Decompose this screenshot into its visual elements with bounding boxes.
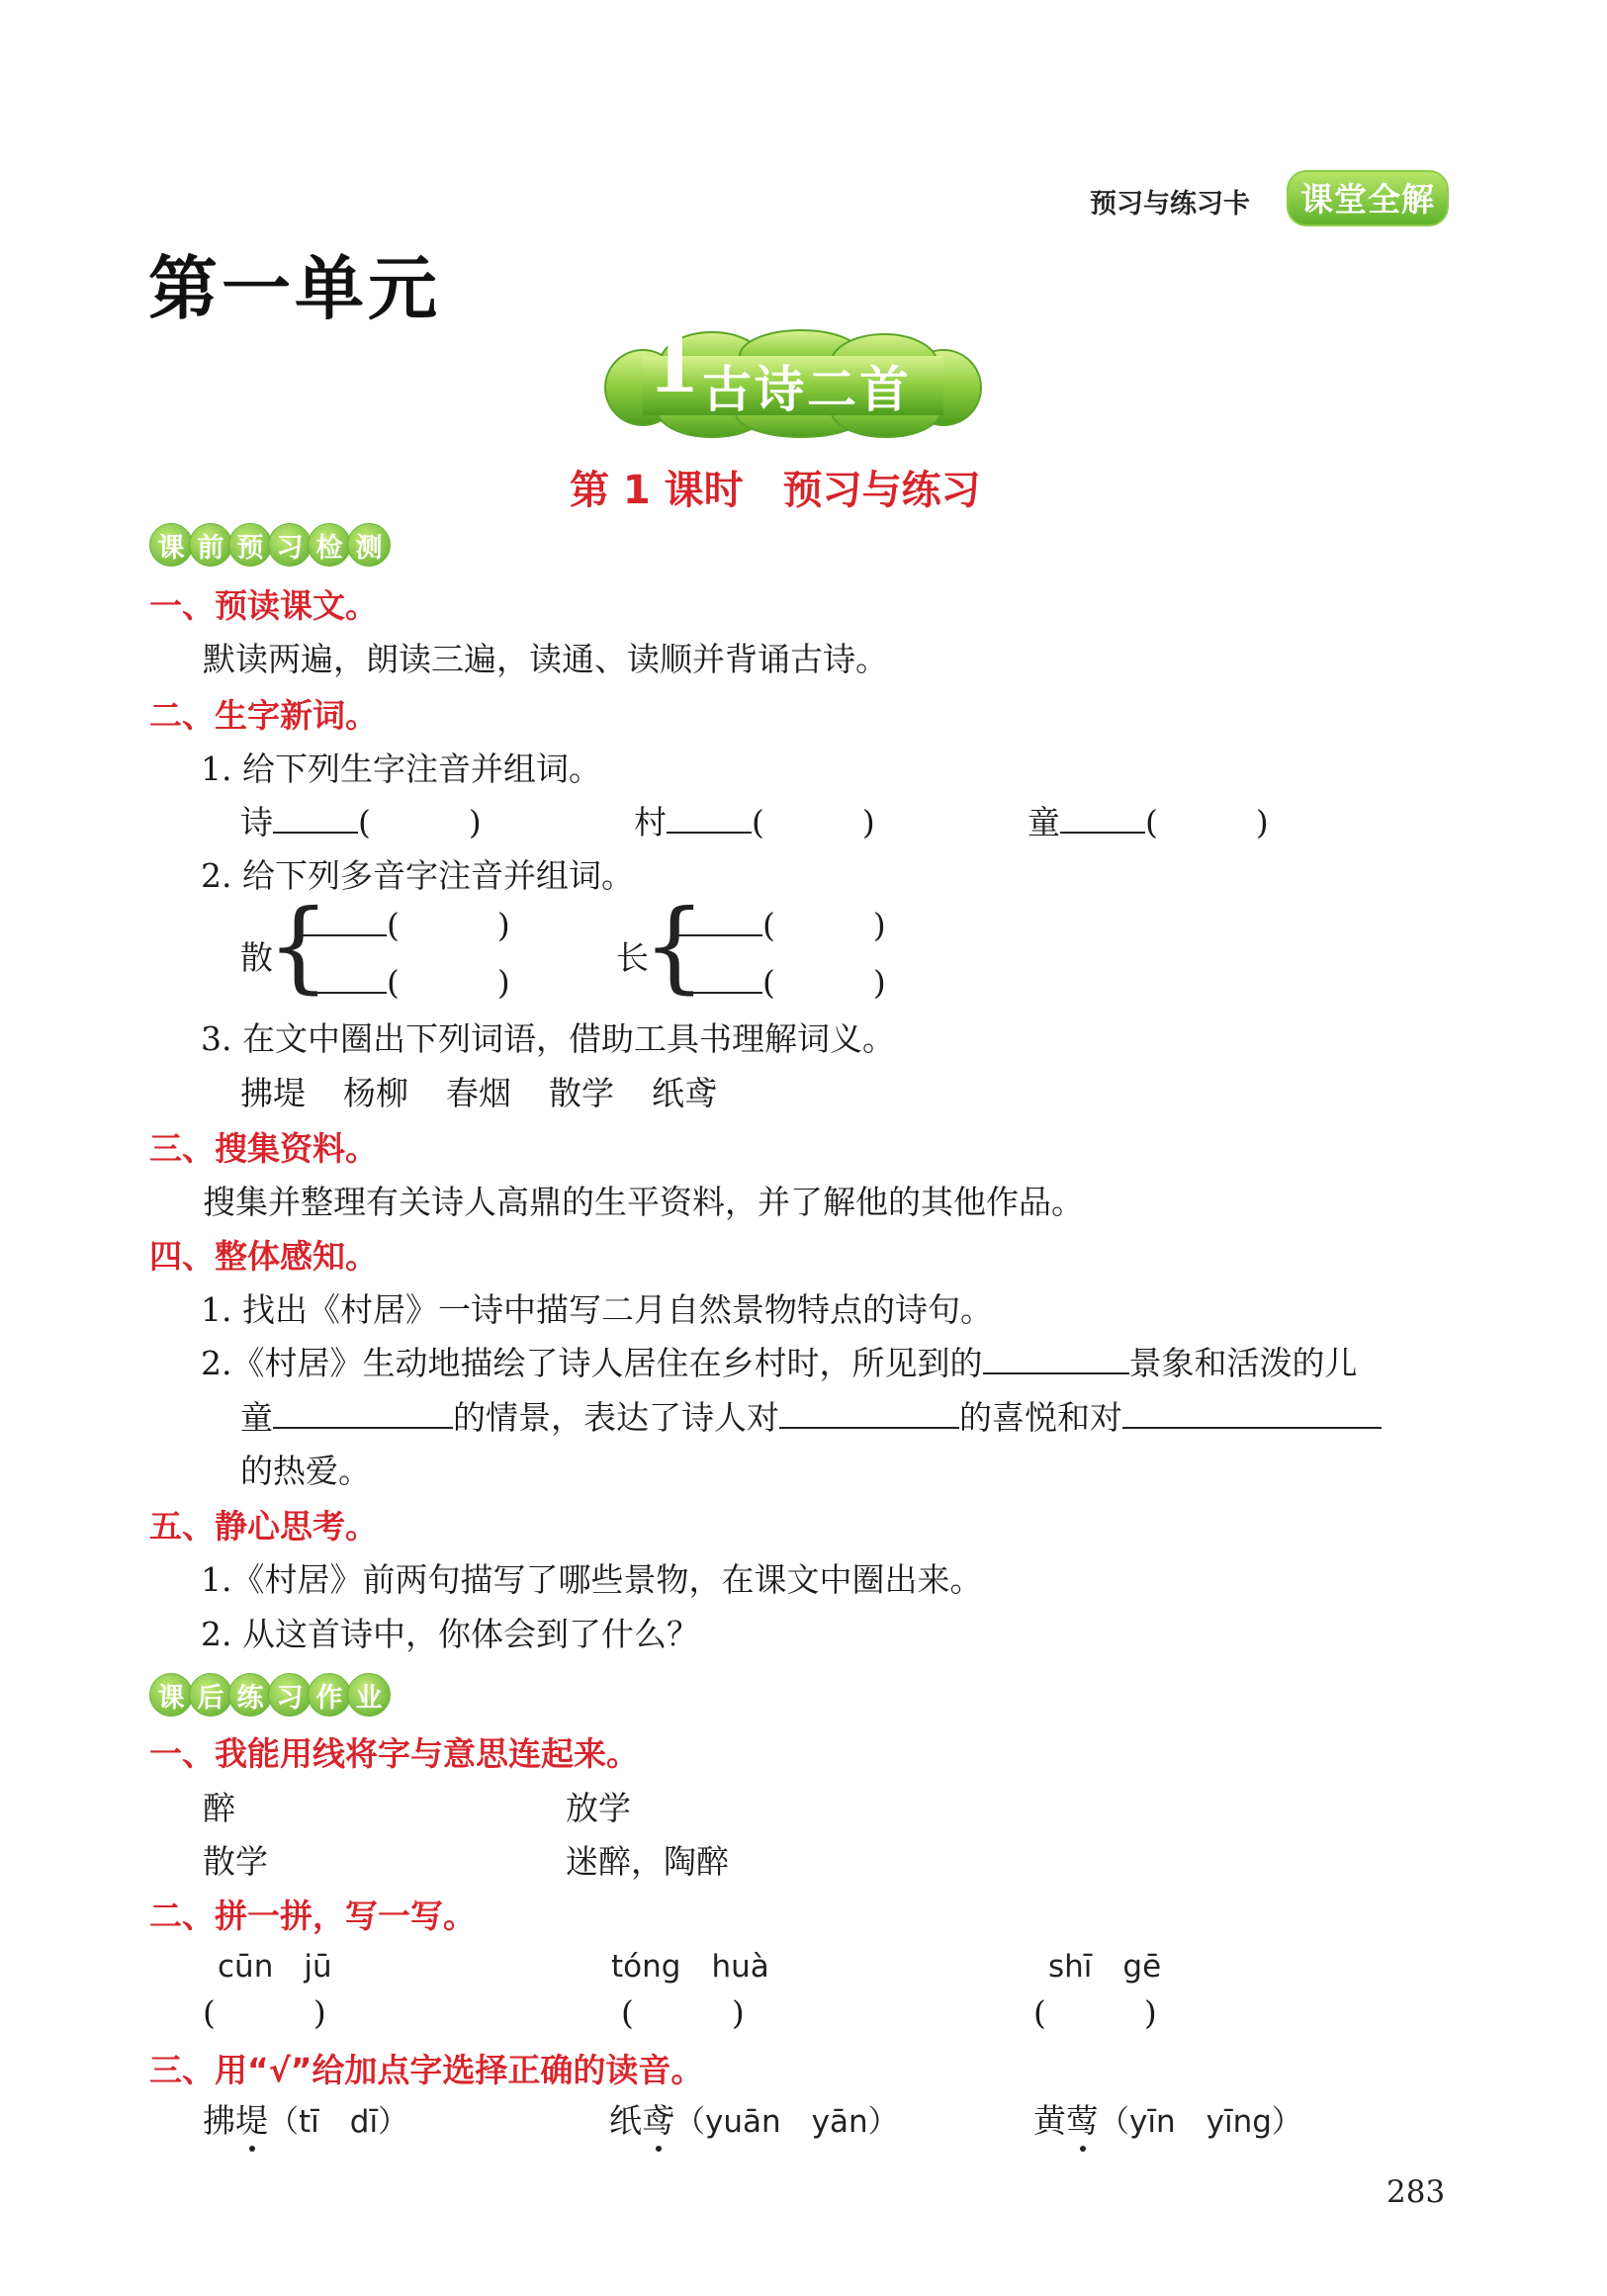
char: 诗: [240, 803, 273, 841]
question-part: 的情景，表达了诗人对: [453, 1398, 779, 1437]
polyphone-row: ( ): [677, 900, 886, 946]
question-part: 童: [240, 1398, 273, 1437]
match-right-item[interactable]: 放学: [566, 1789, 631, 1827]
pronunciation-item: [203, 2095, 408, 2142]
section-heading: 四、整体感知。: [149, 1237, 378, 1276]
paren-blank[interactable]: ( ): [358, 803, 482, 841]
polyphone-row: ( ): [302, 957, 510, 1004]
answer-blank[interactable]: [677, 905, 762, 936]
answer-blank[interactable]: [273, 802, 358, 834]
answer-blank[interactable]: [1122, 1397, 1382, 1429]
vocab-word: 杨柳: [343, 1074, 408, 1112]
label-char: 测: [347, 523, 391, 567]
answer-blank[interactable]: [779, 1397, 959, 1429]
question-text: 1. 找出《村居》一诗中描写二月自然景物特点的诗句。: [201, 1290, 993, 1329]
char: 村: [634, 803, 667, 841]
dotted-char: 鸢: [642, 2095, 674, 2142]
brace-icon: {: [267, 888, 330, 1004]
label-char: 作: [308, 1673, 351, 1717]
pronunciation-item: [1033, 2095, 1302, 2142]
paren-blank[interactable]: ( ): [752, 803, 875, 841]
vocab-word: 纸鸢: [652, 1074, 717, 1112]
question-text: 1. 给下列生字注音并组词。: [201, 750, 601, 788]
pronunciation-options[interactable]: （yuān yān）: [674, 2104, 899, 2140]
question-part: 的喜悦和对: [959, 1398, 1122, 1437]
label-char: 习: [268, 523, 312, 567]
label-char: 前: [189, 523, 232, 567]
section-text: 搜集并整理有关诗人高鼎的生平资料，并了解他的其他作品。: [203, 1183, 1084, 1221]
answer-blank[interactable]: [677, 962, 762, 994]
dotted-char: 堤: [235, 2095, 268, 2142]
question-text: 2. 从这首诗中，你体会到了什么？: [201, 1615, 699, 1653]
char-item: [1027, 797, 1274, 843]
session-title: 第 1 课时 预习与练习: [570, 468, 981, 513]
char: 童: [1027, 803, 1060, 841]
pronunciation-options[interactable]: （yīn yīng）: [1099, 2104, 1302, 2140]
question-part: 2.《村居》生动地描绘了诗人居住在乡村时，所见到的: [201, 1344, 983, 1382]
page-number: 283: [1386, 2174, 1446, 2210]
match-right-item[interactable]: 迷醉，陶醉: [566, 1842, 729, 1881]
answer-blank[interactable]: [273, 1397, 453, 1429]
label-char: 业: [347, 1673, 391, 1717]
post-class-label: [149, 1673, 387, 1717]
vocab-list: [240, 1068, 717, 1114]
answer-blank[interactable]: [302, 962, 387, 994]
paren-blank[interactable]: ( ): [1145, 803, 1269, 841]
question-text: 的热爱。: [240, 1452, 371, 1490]
section-heading: 一、我能用线将字与意思连起来。: [149, 1734, 639, 1773]
pinyin-prompt: tóng huà: [611, 1949, 769, 1985]
section-badge: 课堂全解: [1287, 170, 1449, 226]
answer-paren[interactable]: ( ): [203, 1993, 326, 2032]
label-char: 课: [149, 523, 193, 567]
pinyin-prompt: cūn jū: [218, 1949, 332, 1985]
section-heading: 三、搜集资料。: [149, 1129, 378, 1168]
brace-icon: {: [643, 888, 706, 1004]
lesson-title: 古诗二首: [702, 360, 912, 418]
lesson-number: 1: [647, 320, 701, 410]
polyphone-row: ( ): [302, 900, 510, 946]
vocab-word: 拂堤: [240, 1074, 306, 1112]
polyphone-row: ( ): [677, 957, 886, 1004]
section-heading: 一、预读课文。: [149, 586, 378, 625]
lesson-title-banner: [603, 320, 983, 439]
question-text: [201, 1338, 1358, 1384]
card-label: 预习与练习卡: [1090, 189, 1250, 220]
pronunciation-item: [609, 2095, 899, 2142]
label-char: 习: [268, 1673, 312, 1717]
word-part: 拂: [203, 2101, 235, 2140]
question-text: 2. 给下列多音字注音并组词。: [201, 856, 634, 895]
match-left-item[interactable]: 散学: [203, 1842, 268, 1881]
polyphone-char: 散: [240, 938, 273, 977]
answer-paren[interactable]: ( ): [1033, 1993, 1157, 2032]
section-heading: 五、静心思考。: [149, 1507, 378, 1545]
pronunciation-options[interactable]: （tī dī）: [268, 2104, 409, 2140]
word-part: 黄: [1033, 2101, 1066, 2140]
answer-blank[interactable]: [667, 802, 752, 834]
answer-blank[interactable]: [302, 905, 387, 936]
char-item: [634, 797, 880, 843]
match-left-item[interactable]: 醉: [203, 1789, 235, 1827]
label-char: 检: [308, 523, 351, 567]
vocab-word: 春烟: [446, 1074, 511, 1112]
question-text: 1.《村居》前两句描写了哪些景物，在课文中圈出来。: [201, 1560, 983, 1599]
label-char: 练: [228, 1673, 272, 1717]
question-part: 景象和活泼的儿: [1128, 1344, 1358, 1382]
section-text: 默读两遍，朗读三遍，读通、读顺并背诵古诗。: [203, 640, 888, 678]
section-heading: 二、生字新词。: [149, 696, 378, 735]
pinyin-prompt: shī gē: [1048, 1949, 1162, 1985]
question-text: [240, 1392, 1382, 1439]
answer-paren[interactable]: ( ): [621, 1993, 745, 2032]
char-item: [240, 797, 487, 843]
dotted-char: 莺: [1066, 2095, 1099, 2142]
label-char: 后: [189, 1673, 232, 1717]
polyphone-char: 长: [616, 938, 649, 977]
word-part: 纸: [609, 2101, 642, 2140]
pre-class-label: [149, 523, 387, 567]
section-heading: 二、拼一拼，写一写。: [149, 1897, 476, 1935]
label-char: 课: [149, 1673, 193, 1717]
unit-title: 第一单元: [148, 248, 441, 329]
question-text: 3. 在文中圈出下列词语，借助工具书理解词义。: [201, 1019, 895, 1058]
answer-blank[interactable]: [1060, 802, 1145, 834]
label-char: 预: [228, 523, 272, 567]
vocab-word: 散学: [549, 1074, 614, 1112]
section-heading: 三、用“√”给加点字选择正确的读音。: [149, 2051, 704, 2089]
answer-blank[interactable]: [983, 1343, 1129, 1374]
